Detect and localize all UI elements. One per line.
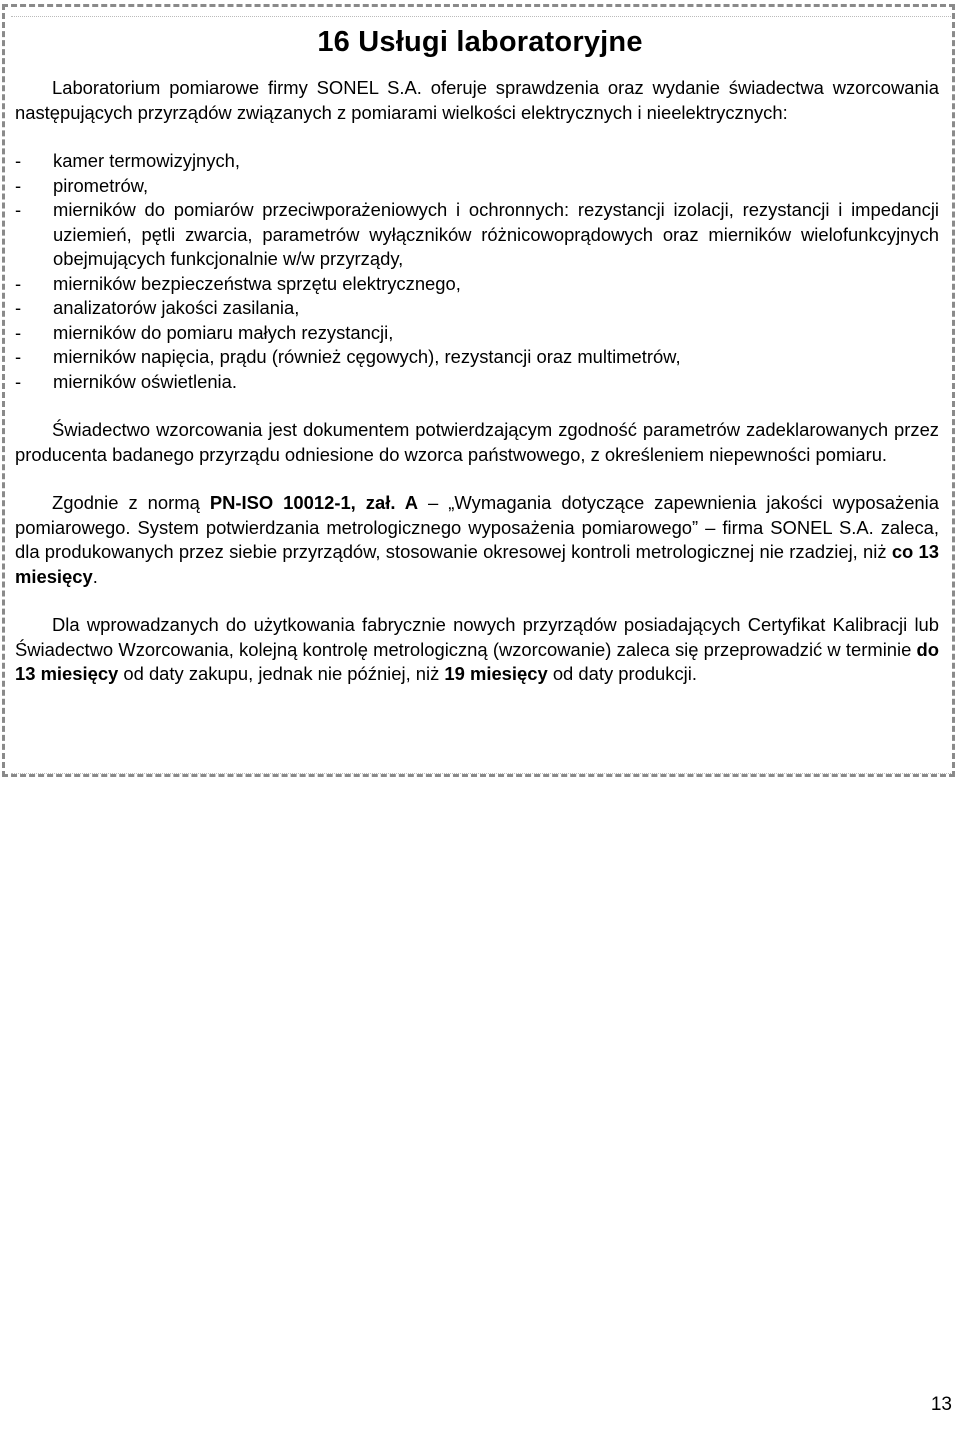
norm-text: . — [92, 565, 98, 587]
list-dash: - — [15, 174, 22, 196]
intro-paragraph: Laboratorium pomiarowe firmy SONEL S.A. oferuje sprawdzenia oraz wydanie świadectwa wzorcowania następujących przyrządów związanych z pomiarami wielkości elektrycznych i nieelektrycznych: — [15, 77, 939, 123]
norm-paragraph — [15, 491, 939, 589]
list-item-text: pirometrów, — [53, 174, 149, 196]
list-item — [15, 272, 939, 297]
section-content — [15, 76, 939, 687]
list-item — [15, 296, 939, 321]
instrument-list — [15, 149, 939, 394]
list-item-text: analizatorów jakości zasilania, — [53, 297, 300, 318]
list-item-text: mierników bezpieczeństwa sprzętu elektrycznego, — [53, 272, 461, 294]
new-text: od daty produkcji. — [547, 663, 697, 684]
norm-reference: PN-ISO 10012-1, zał. A — [209, 492, 419, 513]
list-item-text: mierników oświetlenia. — [53, 370, 237, 392]
list-item-text: mierników napięcia, prądu (również cęgowych), rezystancji oraz multimetrów, — [53, 346, 681, 367]
calibration-period: co 13 miesięcy — [15, 541, 939, 587]
norm-text: – — [418, 492, 449, 513]
list-item-text: mierników do pomiarów przeciwporażeniowych i ochronnych: rezystancji izolacji, rezystancji i impedancji uziemień, pętli zwarcia, parametrów wyłączników różnicowoprądowych oraz mierników wielofunkcyjnych obejmujących funkcjonalnie w/w przyrządy, — [53, 199, 939, 269]
list-item — [15, 174, 939, 199]
list-item-text: kamer termowizyjnych, — [53, 150, 241, 171]
new-text: od daty zakupu, jednak nie później, niż — [118, 663, 445, 684]
certificate-paragraph: Świadectwo wzorcowania jest dokumentem potwierdzającym zgodność parametrów zadeklarowanych przez producenta badanego przyrządu odniesione do wzorca państwowego, z określeniem niepewności pomiaru. — [15, 419, 939, 465]
new-instruments-paragraph — [15, 613, 939, 687]
period-from-production: 19 miesięcy — [444, 663, 548, 684]
list-dash: - — [15, 297, 22, 318]
list-item — [15, 149, 939, 174]
list-item — [15, 370, 939, 395]
list-dash: - — [15, 346, 22, 367]
section-title: 16 Usługi laboratoryjne — [317, 26, 643, 58]
norm-text: – firma SONEL S.A. zaleca, dla produkowanych przez siebie przyrządów, stosowanie okresowej kontroli metrologicznej nie rzadziej, niż — [15, 516, 939, 562]
norm-text: Zgodnie z normą — [52, 492, 210, 513]
list-dash: - — [15, 272, 22, 294]
list-dash: - — [15, 370, 22, 392]
list-item — [15, 198, 939, 272]
period-from-purchase: do 13 miesięcy — [15, 638, 939, 684]
list-dash: - — [15, 321, 22, 343]
new-text: Dla wprowadzanych do użytkowania fabrycznie nowych przyrządów posiadających Certyfikat Kalibracji lub Świadectwo Wzorcowania, kolejną kontrolę metrologiczną (wzorcowanie) zaleca się przeprowadzić w terminie — [15, 614, 939, 660]
list-dash: - — [15, 199, 22, 220]
list-item — [15, 321, 939, 346]
page-number: 13 — [930, 1394, 952, 1415]
list-dash: - — [15, 150, 22, 171]
list-item — [15, 345, 939, 370]
norm-quote: „Wymagania dotyczące zapewnienia jakości wyposażenia pomiarowego. System potwierdzania metrologicznego wyposażenia pomiarowego” — [15, 492, 939, 538]
list-item-text: mierników do pomiaru małych rezystancji, — [53, 321, 394, 343]
